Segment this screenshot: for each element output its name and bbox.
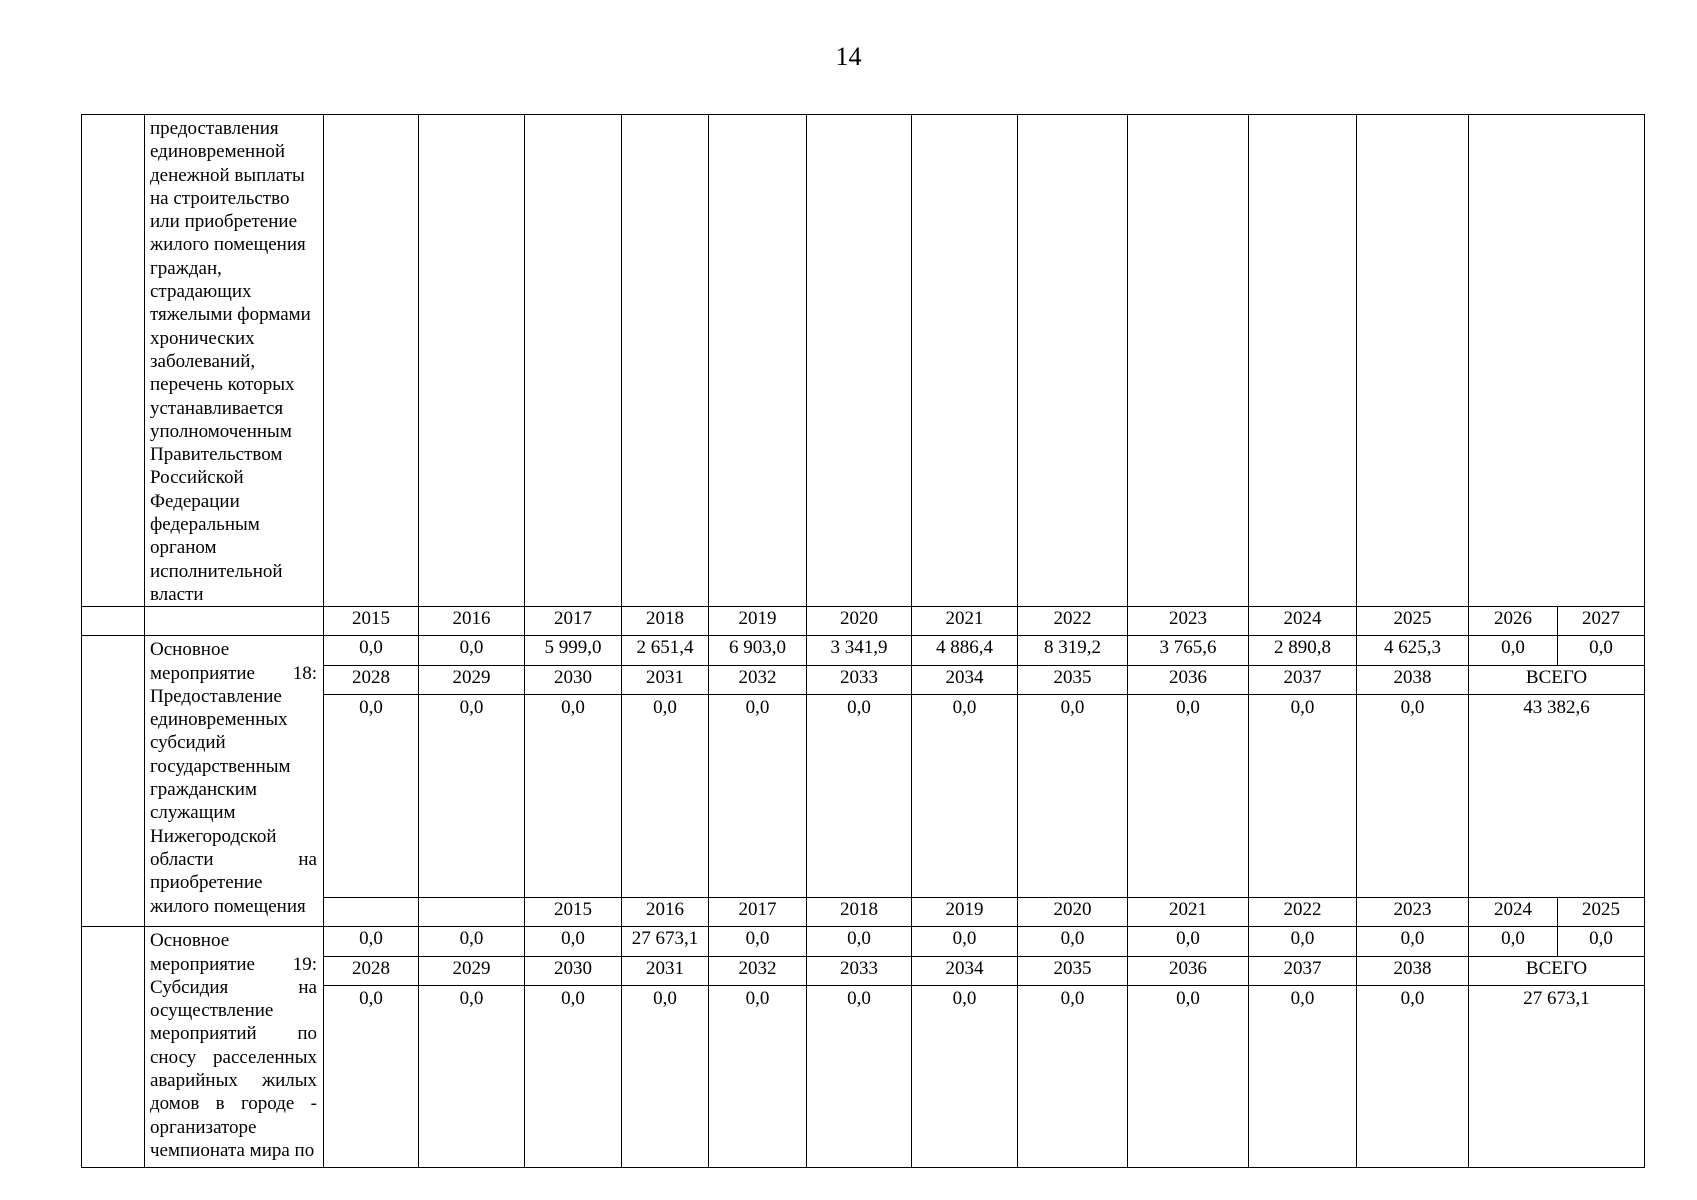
value-cell: 0,0: [324, 695, 419, 898]
year-cell: 2016: [419, 607, 525, 636]
year-cell: 2016: [622, 898, 709, 927]
year-cell: 2029: [419, 957, 525, 986]
value-cell: 0,0: [709, 695, 807, 898]
value-cell: 3 765,6: [1128, 636, 1249, 666]
year-cell: 2034: [912, 666, 1018, 695]
year-cell: 2017: [709, 898, 807, 927]
value-cell: 0,0: [324, 636, 419, 666]
value-cell: 0,0: [324, 927, 419, 957]
value-cell: 3 341,9: [807, 636, 912, 666]
year-cell: 2038: [1357, 666, 1469, 695]
year-cell: 2018: [807, 898, 912, 927]
year-cell: 2037: [1249, 666, 1357, 695]
number-cell: [82, 927, 145, 1168]
total-value: 27 673,1: [1469, 986, 1645, 1168]
value-cell: 0,0: [709, 986, 807, 1168]
value-cell: 0,0: [1469, 927, 1558, 957]
value-cell: 0,0: [1357, 695, 1469, 898]
value-cell: 0,0: [1128, 986, 1249, 1168]
year-cell: 2017: [525, 607, 622, 636]
page-number: 14: [835, 42, 862, 71]
year-cell: 2019: [912, 898, 1018, 927]
total-value: 43 382,6: [1469, 695, 1645, 898]
value-cell: 0,0: [1558, 927, 1645, 957]
year-cell: 2022: [1249, 898, 1357, 927]
year-cell: 2037: [1249, 957, 1357, 986]
year-cell: 2020: [807, 607, 912, 636]
value-cell: 0,0: [1249, 927, 1357, 957]
value-cell: 0,0: [1558, 636, 1645, 666]
total-label: ВСЕГО: [1469, 957, 1645, 986]
year-cell: 2036: [1128, 666, 1249, 695]
value-cell: 0,0: [419, 695, 525, 898]
year-cell: 2035: [1018, 957, 1128, 986]
value-cell: 0,0: [1249, 695, 1357, 898]
year-cell: 2032: [709, 957, 807, 986]
total-label: ВСЕГО: [1469, 666, 1645, 695]
measure-18-description: Основное мероприятие 18: Предоставление единовременных субсидий государственным гражданским служащим Нижегородской области на приобретение жилого помещения: [145, 636, 324, 927]
year-cell: 2025: [1558, 898, 1645, 927]
value-cell: 0,0: [419, 986, 525, 1168]
value-cell: 0,0: [419, 927, 525, 957]
value-cell: 0,0: [525, 927, 622, 957]
value-cell: 6 903,0: [709, 636, 807, 666]
value-cell: 0,0: [709, 927, 807, 957]
year-cell: 2024: [1469, 898, 1558, 927]
year-cell: 2038: [1357, 957, 1469, 986]
year-cell: 2023: [1357, 898, 1469, 927]
value-cell: 27 673,1: [622, 927, 709, 957]
year-cell: 2029: [419, 666, 525, 695]
year-cell: 2015: [324, 607, 419, 636]
value-cell: 2 890,8: [1249, 636, 1357, 666]
value-cell: 0,0: [1249, 986, 1357, 1168]
year-cell: 2031: [622, 666, 709, 695]
year-cell: 2036: [1128, 957, 1249, 986]
value-cell: 0,0: [807, 927, 912, 957]
table-row-values: [82, 636, 1645, 666]
value-cell: 8 319,2: [1018, 636, 1128, 666]
year-cell: 2018: [622, 607, 709, 636]
value-cell: 0,0: [622, 986, 709, 1168]
value-cell: 2 651,4: [622, 636, 709, 666]
value-cell: 0,0: [419, 636, 525, 666]
year-cell: 2033: [807, 666, 912, 695]
year-cell: 2024: [1249, 607, 1357, 636]
value-cell: 0,0: [525, 695, 622, 898]
year-cell: 2027: [1558, 607, 1645, 636]
number-cell: [82, 115, 145, 607]
value-cell: 0,0: [324, 986, 419, 1168]
value-cell: 5 999,0: [525, 636, 622, 666]
year-cell: 2022: [1018, 607, 1128, 636]
number-cell: [82, 636, 145, 927]
value-cell: 0,0: [912, 695, 1018, 898]
value-cell: 0,0: [912, 986, 1018, 1168]
measure-description: предоставления единовременной денежной выплаты на строительство или приобретение жилого помещения граждан, страдающих тяжелыми формами хронических заболеваний, перечень которых устанавливается уполномоченным Правительством Российской Федерации федеральным органом исполнительной власти: [145, 115, 324, 607]
year-cell: 2020: [1018, 898, 1128, 927]
year-cell: 2028: [324, 957, 419, 986]
year-cell: 2021: [912, 607, 1018, 636]
value-cell: 0,0: [525, 986, 622, 1168]
year-cell: 2035: [1018, 666, 1128, 695]
year-cell: 2030: [525, 666, 622, 695]
table-row-years: [82, 607, 1645, 636]
value-cell: 0,0: [1018, 695, 1128, 898]
value-cell: 0,0: [807, 695, 912, 898]
year-cell: 2026: [1469, 607, 1558, 636]
table-row: [82, 115, 1645, 607]
year-cell: 2019: [709, 607, 807, 636]
year-cell: 2023: [1128, 607, 1249, 636]
value-cell: 0,0: [1128, 695, 1249, 898]
value-cell: 0,0: [1018, 986, 1128, 1168]
year-cell: 2028: [324, 666, 419, 695]
value-cell: 0,0: [622, 695, 709, 898]
value-cell: 0,0: [1357, 927, 1469, 957]
year-cell: 2034: [912, 957, 1018, 986]
year-cell: 2030: [525, 957, 622, 986]
value-cell: 0,0: [1128, 927, 1249, 957]
table-row-values: [82, 927, 1645, 957]
value-cell: 0,0: [1018, 927, 1128, 957]
value-cell: 0,0: [807, 986, 912, 1168]
value-cell: 4 886,4: [912, 636, 1018, 666]
value-cell: 0,0: [912, 927, 1018, 957]
year-cell: 2021: [1128, 898, 1249, 927]
year-cell: 2025: [1357, 607, 1469, 636]
year-cell: 2015: [525, 898, 622, 927]
value-cell: 4 625,3: [1357, 636, 1469, 666]
year-cell: 2033: [807, 957, 912, 986]
measure-19-description: Основное мероприятие 19: Субсидия на осуществление мероприятий по сносу расселенных аварийных жилых домов в городе - организаторе чемпионата мира по: [145, 927, 324, 1168]
value-cell: 0,0: [1357, 986, 1469, 1168]
value-cell: 0,0: [1469, 636, 1558, 666]
year-cell: 2032: [709, 666, 807, 695]
year-cell: 2031: [622, 957, 709, 986]
financing-table: [81, 114, 1645, 1168]
